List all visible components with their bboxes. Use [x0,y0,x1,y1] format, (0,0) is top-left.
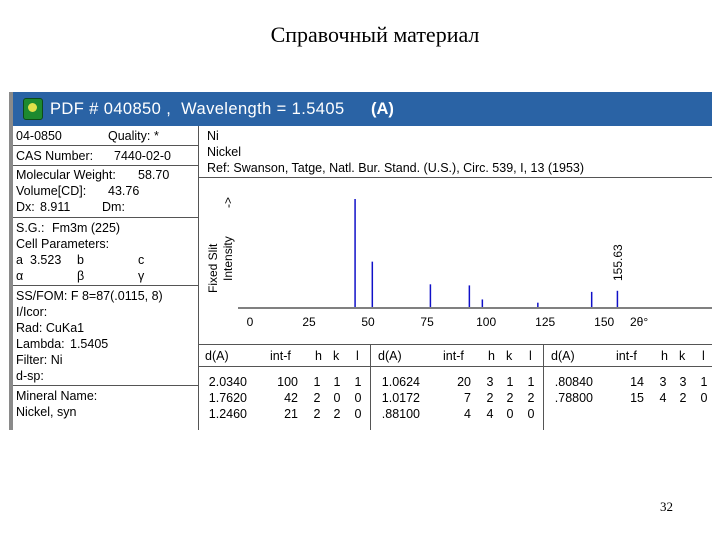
dx-label: Dx: [16,200,35,214]
mw-value: 58.70 [138,168,170,182]
element-symbol: Ni [207,129,219,143]
table-cell-d: 1.0172 [381,391,420,405]
table-header: h [315,349,322,363]
table-cell-h: 2 [313,407,321,421]
table-cell-int: 20 [457,375,471,389]
table-header: h [488,349,495,363]
divider [13,165,198,166]
table-cell-int: 21 [284,407,298,421]
wavelength-unit: (A) [371,100,394,118]
table-header: l [702,349,705,363]
x-tick-label: 50 [361,315,375,329]
table-cell-h: 3 [486,375,494,389]
table-cell-l: 0 [527,407,535,421]
table-cell-k: 2 [506,391,514,405]
table-cell-int: 4 [464,407,471,421]
slide-number: 32 [660,499,673,514]
table-header: int-f [270,349,291,363]
quality-value: * [154,129,159,143]
table-header: k [679,349,686,363]
table-cell-int: 42 [284,391,298,405]
x-tick-label: 0 [246,315,254,329]
table-cell-l: 0 [354,391,362,405]
filter: Filter: Ni [16,353,63,367]
table-header: d(A) [551,349,575,363]
mw-label: Molecular Weight: [16,168,116,182]
table-header: d(A) [205,349,229,363]
table-cell-k: 2 [333,407,341,421]
divider [13,285,198,286]
ss-fom: SS/FOM: F 8=87(.0115, 8) [16,289,163,303]
cas-label: CAS Number: [16,149,94,163]
table-cell-l: 0 [354,407,362,421]
element-name: Nickel [207,145,242,159]
table-cell-d: .78800 [554,391,593,405]
table-cell-int: 100 [277,375,298,389]
table-divider [543,345,544,430]
table-cell-h: 4 [486,407,494,421]
table-cell-d: 2.0340 [208,375,247,389]
lambda-label: Lambda: [16,337,65,351]
table-cell-k: 1 [506,375,514,389]
table-header-divider [198,366,712,367]
mineral-name-label: Mineral Name: [16,389,98,403]
table-cell-h: 3 [659,375,667,389]
table-cell-l: 1 [354,375,362,389]
title-text: PDF # 040850 , Wavelength = 1.5405 [50,100,345,118]
table-cell-l: 2 [527,391,535,405]
table-cell-h: 1 [313,375,321,389]
reference: Ref: Swanson, Tatge, Natl. Bur. Stand. (U.S.), Circ. 539, I, 13 (1953) [207,161,585,175]
table-cell-k: 0 [506,407,514,421]
beta-label: β [77,269,85,283]
x-tick-label: 100 [476,315,497,329]
volume-value: 43.76 [108,184,140,198]
table-cell-d: 1.0624 [381,375,420,389]
i-icor: I/Icor: [16,305,48,319]
a-value: 3.523 [30,253,62,267]
dm-label: Dm: [102,200,125,214]
table-cell-k: 3 [679,375,687,389]
max-intensity-label: 155.63 [611,244,625,281]
divider [13,385,198,386]
table-cell-k: 0 [333,391,341,405]
x-tick-label: 125 [535,315,556,329]
b-label: b [77,253,84,267]
table-cell-int: 7 [464,391,471,405]
table-cell-d: .88100 [381,407,420,421]
x-tick-label: 150 [594,315,615,329]
title-bar [13,92,712,126]
x-axis-label: 2θ° [630,315,649,329]
table-header: l [529,349,532,363]
table-cell-d: 1.2460 [208,407,247,421]
dx-value: 8.911 [40,200,71,214]
table-cell-l: 1 [700,375,708,389]
table-cell-h: 4 [659,391,667,405]
table-header: k [333,349,340,363]
table-cell-k: 2 [679,391,687,405]
table-header: int-f [616,349,637,363]
gamma-label: γ [138,269,145,283]
table-cell-l: 0 [700,391,708,405]
divider [198,344,712,345]
table-header: h [661,349,668,363]
card-info-panel [13,126,199,430]
slide-title: Справочный материал [270,22,480,47]
y-axis-label-2: Intensity [221,236,235,281]
c-label: c [138,253,145,267]
x-tick-label: 75 [420,315,434,329]
a-label: a [16,253,23,267]
cell-params-label: Cell Parameters: [16,237,110,251]
table-header: int-f [443,349,464,363]
table-divider [370,345,371,430]
table-cell-d: .80840 [554,375,593,389]
table-header: d(A) [378,349,402,363]
diffraction-pattern-chart [198,126,712,346]
table-cell-d: 1.7620 [208,391,247,405]
table-cell-h: 2 [486,391,494,405]
y-axis-label-1: Fixed Slit [206,243,220,293]
cas-value: 7440-02-0 [114,149,171,163]
d-sp: d-sp: [16,369,44,383]
pdf-number: 04-0850 [16,129,62,143]
table-cell-k: 1 [333,375,341,389]
space-group-value: Fm3m (225) [52,221,121,235]
divider [13,217,198,218]
table-cell-l: 1 [527,375,535,389]
space-group-label: S.G.: [16,221,45,235]
radiation: Rad: CuKa1 [16,321,85,335]
lambda-value: 1.5405 [70,337,109,351]
quality-label: Quality: [108,129,151,143]
table-cell-int: 14 [630,375,644,389]
mineral-name-value: Nickel, syn [16,405,77,419]
x-tick-label: 25 [302,315,316,329]
table-header: k [506,349,513,363]
y-axis-arrow: -> [221,196,235,208]
table-cell-h: 2 [313,391,321,405]
divider [13,145,198,146]
volume-label: Volume[CD]: [16,184,87,198]
table-header: l [356,349,359,363]
app-icon[interactable] [23,98,43,120]
alpha-label: α [16,269,24,283]
table-cell-int: 15 [630,391,644,405]
